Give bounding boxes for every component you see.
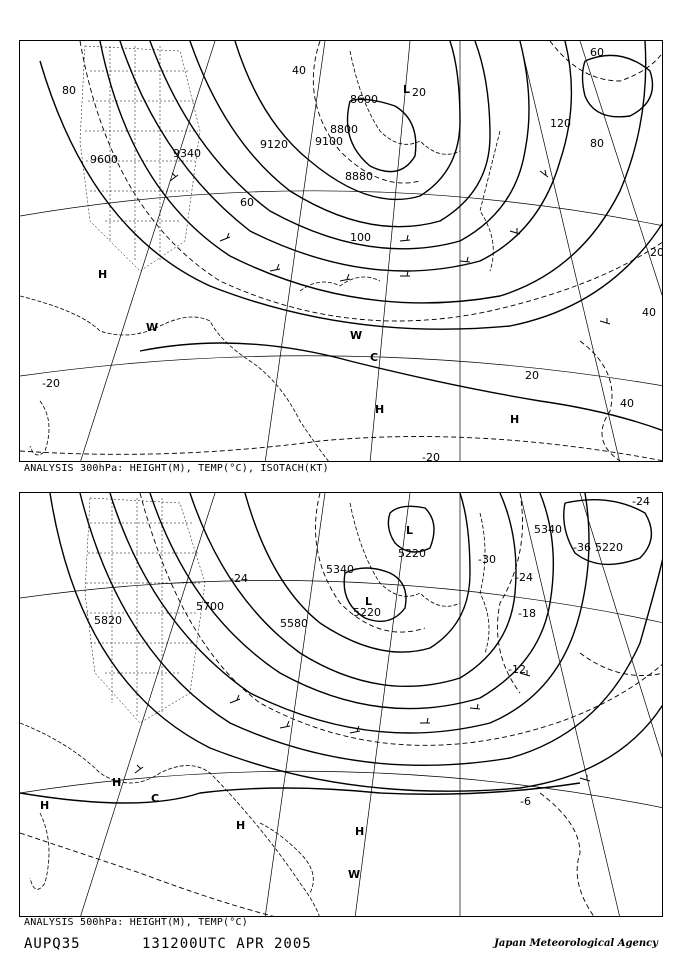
high-marker: H bbox=[112, 776, 122, 789]
temp-contours-500 bbox=[20, 493, 663, 917]
temp-label: -36 bbox=[573, 541, 591, 554]
isotach-label: 60 bbox=[590, 46, 604, 59]
high-marker: H bbox=[40, 799, 50, 812]
isotach-label: 80 bbox=[62, 84, 76, 97]
temp-labels-500 bbox=[230, 495, 650, 808]
height-contours-500 bbox=[20, 493, 663, 803]
agency-name: Japan Meteorological Agency bbox=[494, 938, 658, 949]
map-500hpa bbox=[19, 492, 663, 917]
temp-label: -30 bbox=[478, 553, 496, 566]
isotach-label: 20 bbox=[412, 86, 426, 99]
high-marker: H bbox=[355, 825, 365, 838]
map-300hpa bbox=[19, 40, 663, 462]
map-500hpa-graphic bbox=[20, 493, 663, 917]
temp-label: -24 bbox=[515, 571, 533, 584]
valid-time: 131200UTC APR 2005 bbox=[142, 936, 312, 952]
high-marker: H bbox=[236, 819, 246, 832]
isotach-label: 40 bbox=[642, 306, 656, 319]
height-label: 5220 bbox=[398, 547, 426, 560]
isotach-label: 60 bbox=[240, 196, 254, 209]
height-label: 8880 bbox=[345, 170, 373, 183]
isotach-label: 20 bbox=[525, 369, 539, 382]
height-label: 5820 bbox=[94, 614, 122, 627]
height-labels-500 bbox=[94, 523, 623, 630]
height-label: 5700 bbox=[196, 600, 224, 613]
wind-barbs-500 bbox=[135, 670, 590, 781]
height-label: 5340 bbox=[534, 523, 562, 536]
coastline-300 bbox=[20, 51, 500, 462]
height-label: 5220 bbox=[595, 541, 623, 554]
isotach-label: 20 bbox=[650, 246, 664, 259]
temp-label: -24 bbox=[632, 495, 650, 508]
height-label: 5340 bbox=[326, 563, 354, 576]
height-label: 8600 bbox=[350, 93, 378, 106]
isotach-label: 80 bbox=[590, 137, 604, 150]
warm-marker: W bbox=[350, 329, 363, 342]
isotach-label: 120 bbox=[550, 117, 571, 130]
isotach-label: 40 bbox=[620, 397, 634, 410]
temp-label: -20 bbox=[422, 451, 440, 463]
high-marker: H bbox=[375, 403, 385, 416]
height-labels-300 bbox=[90, 93, 378, 183]
high-marker: H bbox=[510, 413, 520, 426]
temp-label: -20 bbox=[42, 377, 60, 390]
height-label: 9600 bbox=[90, 153, 118, 166]
temp-label: -6 bbox=[520, 795, 531, 808]
height-label: 9120 bbox=[260, 138, 288, 151]
isotach-label: 40 bbox=[292, 64, 306, 77]
bulletin-code: AUPQ35 bbox=[24, 936, 81, 952]
height-label: 5580 bbox=[280, 617, 308, 630]
caption-500hpa: ANALYSIS 500hPa: HEIGHT(M), TEMP(°C) bbox=[24, 917, 248, 928]
warm-marker: W bbox=[146, 321, 159, 334]
height-label: 9100 bbox=[315, 135, 343, 148]
cold-marker: C bbox=[370, 351, 379, 364]
temp-label: -12 bbox=[508, 663, 526, 676]
low-marker: L bbox=[406, 524, 414, 537]
isotach-label: 100 bbox=[350, 231, 371, 244]
height-label: 8800 bbox=[330, 123, 358, 136]
wind-barbs-300 bbox=[170, 170, 610, 324]
caption-300hpa: ANALYSIS 300hPa: HEIGHT(M), TEMP(°C), ISOTACH(KT) bbox=[24, 463, 329, 474]
graticule-500 bbox=[20, 493, 663, 917]
temp-labels-300 bbox=[42, 377, 440, 462]
map-300hpa-graphic bbox=[20, 41, 663, 462]
temp-label: -24 bbox=[230, 572, 248, 585]
warm-marker: W bbox=[348, 868, 361, 881]
coastline-500 bbox=[20, 503, 489, 917]
height-label: 9340 bbox=[173, 147, 201, 160]
height-label: 5220 bbox=[353, 606, 381, 619]
high-marker: H bbox=[98, 268, 108, 281]
cold-marker: C bbox=[151, 792, 160, 805]
low-marker: L bbox=[403, 83, 411, 96]
low-marker: L bbox=[365, 595, 373, 608]
temp-label: -18 bbox=[518, 607, 536, 620]
